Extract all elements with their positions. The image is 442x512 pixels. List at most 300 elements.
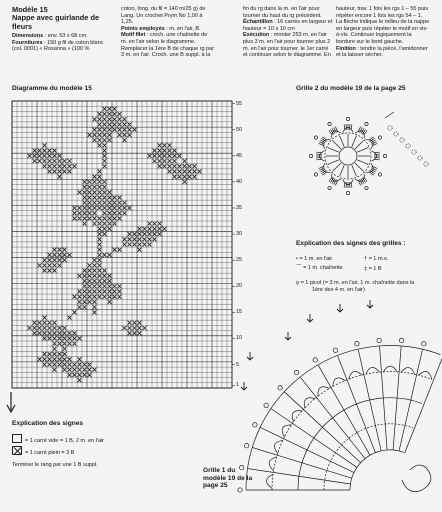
- filled-cell-mark: [88, 190, 92, 194]
- filled-cell-mark: [118, 211, 122, 215]
- filled-cell-mark: [93, 263, 97, 267]
- filled-cell-mark: [173, 154, 177, 158]
- filled-cell-mark: [53, 263, 57, 267]
- filled-cell-mark: [58, 175, 62, 179]
- filled-cell-mark: [108, 122, 112, 126]
- spoke-stitch: [340, 136, 345, 147]
- filled-cell-mark: [43, 321, 47, 325]
- filled-cell-mark: [153, 154, 157, 158]
- filled-cell-mark: [43, 159, 47, 163]
- picot-loop: [333, 348, 337, 352]
- grid-sign-picot-row: ϙ = 1 picot (= 3 m. en l'air, 1 m. chaînette dans la: [296, 280, 415, 286]
- fan-arc: [350, 450, 404, 490]
- filled-cell-mark: [113, 196, 117, 200]
- filled-cell-mark: [123, 211, 127, 215]
- signs-title: Explication des signes: [12, 420, 84, 427]
- filled-cell-mark: [83, 363, 87, 367]
- filled-cell-mark: [28, 326, 32, 330]
- filled-cell-mark: [38, 154, 42, 158]
- picot-loop: [314, 136, 317, 139]
- filled-cell-mark: [73, 373, 77, 377]
- filled-cell-mark: [98, 117, 102, 121]
- filled-cell-mark: [68, 316, 72, 320]
- filled-cell-mark: [73, 216, 77, 220]
- filled-cell-mark: [43, 258, 47, 262]
- filled-cell-mark: [48, 169, 52, 173]
- filled-cell-mark: [83, 300, 87, 304]
- grid-sign-sc-row: † = 1 m.s.: [364, 256, 389, 262]
- picot-loop: [328, 186, 331, 189]
- filled-cell-mark: [53, 357, 57, 361]
- fan-arc: [298, 398, 422, 490]
- filled-cell-mark: [138, 321, 142, 325]
- filled-cell-mark: [83, 279, 87, 283]
- filled-cell-mark: [63, 363, 67, 367]
- filled-cell-mark: [178, 164, 182, 168]
- filled-cell-mark: [108, 190, 112, 194]
- filled-cell-mark: [28, 154, 32, 158]
- filled-cell-mark: [68, 164, 72, 168]
- filled-cell-mark: [118, 128, 122, 132]
- filled-cell-mark: [128, 242, 132, 246]
- fan-spoke: [248, 469, 351, 485]
- filled-cell-mark: [83, 180, 87, 184]
- filled-cell-mark: [33, 149, 37, 153]
- filled-cell-mark: [63, 342, 67, 346]
- filled-cell-mark: [98, 248, 102, 252]
- filled-cell-mark: [98, 274, 102, 278]
- filled-cell-mark: [83, 216, 87, 220]
- spoke-stitch: [328, 160, 339, 165]
- filled-cell-mark: [168, 159, 172, 163]
- picot-loop: [377, 338, 381, 342]
- filled-cell-mark: [53, 336, 57, 340]
- filled-cell-mark: [138, 237, 142, 241]
- filled-cell-mark: [138, 227, 142, 231]
- filled-cell-mark: [38, 326, 42, 330]
- filled-cell-mark: [53, 331, 57, 335]
- filled-cell-mark: [143, 232, 147, 236]
- filled-cell-mark: [93, 211, 97, 215]
- arrow-icon: [247, 352, 253, 360]
- filled-cell-mark: [118, 206, 122, 210]
- filled-cell-mark: [153, 149, 157, 153]
- spoke-stitch: [340, 165, 345, 176]
- filled-cell-mark: [93, 222, 97, 226]
- filled-cell-mark: [123, 242, 127, 246]
- fan-spoke: [405, 356, 442, 453]
- filled-cell-mark: [83, 295, 87, 299]
- tail-loop: [394, 132, 398, 136]
- filled-cell-mark: [98, 122, 102, 126]
- filled-cell-mark: [68, 342, 72, 346]
- empty-square-icon: [12, 434, 22, 443]
- filled-cell-mark: [103, 269, 107, 273]
- filled-cell-mark: [98, 258, 102, 262]
- filled-cell-mark: [173, 149, 177, 153]
- filled-cell-mark: [58, 164, 62, 168]
- arrow-icon: [307, 314, 313, 322]
- filled-cell-mark: [93, 289, 97, 293]
- filled-cell-mark: [73, 363, 77, 367]
- scallop: [418, 372, 432, 380]
- filled-cell-mark: [38, 149, 42, 153]
- filled-cell-mark: [113, 112, 117, 116]
- row-number-label: 35: [236, 204, 243, 211]
- filled-cell-mark: [68, 169, 72, 173]
- filled-cell-mark: [138, 248, 142, 252]
- filled-cell-mark: [163, 164, 167, 168]
- filled-cell-mark: [143, 242, 147, 246]
- finishing-text-block: hauteur, trav. 1 fois les rgs 1 – 55 puis répéter encore 1 fois les rgs 54 – 1. La flèche indique le milieu de la nappe en largeur puis répéter le motif en vis- à-vis. Continuer logiquement la bordure sur le bord gauche. Finition : tendre la pièce, l'amidonner et la laisser sécher.: [336, 6, 430, 59]
- filled-cell-mark: [108, 227, 112, 231]
- filled-cell-mark: [93, 138, 97, 142]
- filled-cell-mark: [103, 107, 107, 111]
- picot-loop: [422, 342, 426, 346]
- filled-cell-mark: [168, 149, 172, 153]
- tail-loop: [406, 144, 410, 148]
- filled-cell-mark: [98, 295, 102, 299]
- filled-cell-mark: [73, 368, 77, 372]
- center-spiral: [402, 465, 431, 492]
- filled-cell-mark: [158, 159, 162, 163]
- picot-loop: [399, 338, 403, 342]
- filled-cell-mark: [73, 310, 77, 314]
- row-number-label: 30: [236, 231, 243, 238]
- cross-square-icon: [12, 446, 22, 455]
- filled-cell-mark: [163, 143, 167, 147]
- filled-cell-mark: [93, 284, 97, 288]
- filled-cell-mark: [118, 248, 122, 252]
- filled-cell-mark: [93, 305, 97, 309]
- filled-cell-mark: [103, 122, 107, 126]
- spoke-stitch: [355, 163, 363, 171]
- filled-cell-mark: [48, 263, 52, 267]
- filled-cell-mark: [33, 154, 37, 158]
- filled-cell-mark: [48, 363, 52, 367]
- row-number-label: 15: [236, 309, 243, 316]
- filled-cell-mark: [48, 149, 52, 153]
- fan-spoke: [338, 356, 376, 453]
- picot-loop: [244, 444, 248, 448]
- filled-cell-mark: [88, 363, 92, 367]
- filled-cell-mark: [103, 117, 107, 121]
- row-number-label: 5: [236, 361, 240, 368]
- filled-cell-mark: [93, 300, 97, 304]
- filled-cell-mark: [108, 107, 112, 111]
- filled-cell-mark: [93, 274, 97, 278]
- filled-cell-mark: [158, 222, 162, 226]
- filled-cell-mark: [88, 289, 92, 293]
- filled-cell-mark: [118, 122, 122, 126]
- center-arrow-icon: [6, 392, 16, 414]
- picot-loop: [378, 136, 381, 139]
- filled-cell-mark: [108, 222, 112, 226]
- filled-cell-mark: [88, 269, 92, 273]
- filled-cell-mark: [98, 169, 102, 173]
- row-number-label: 25: [236, 257, 243, 264]
- filled-cell-mark: [43, 363, 47, 367]
- filled-cell-mark: [148, 222, 152, 226]
- fan-spoke: [399, 350, 422, 451]
- filled-cell-mark: [58, 363, 62, 367]
- filled-cell-mark: [88, 211, 92, 215]
- tail-loop: [388, 126, 392, 130]
- filled-cell-mark: [73, 342, 77, 346]
- filled-cell-mark: [93, 175, 97, 179]
- filled-cell-mark: [48, 321, 52, 325]
- filled-cell-mark: [43, 154, 47, 158]
- fan-stitch: [374, 152, 380, 153]
- filled-cell-mark: [103, 190, 107, 194]
- filled-cell-mark: [78, 378, 82, 382]
- filled-cell-mark: [38, 159, 42, 163]
- picot-loop: [378, 173, 381, 176]
- picot-loop: [346, 191, 349, 194]
- filled-cell-mark: [158, 227, 162, 231]
- filled-cell-mark: [98, 222, 102, 226]
- filled-cell-mark: [128, 128, 132, 132]
- filled-cell-mark: [68, 159, 72, 163]
- filled-cell-mark: [58, 169, 62, 173]
- filled-cell-mark: [98, 227, 102, 231]
- filled-cell-mark: [53, 368, 57, 372]
- filled-cell-mark: [98, 269, 102, 273]
- filled-cell-mark: [178, 169, 182, 173]
- filled-cell-mark: [43, 316, 47, 320]
- filled-cell-mark: [103, 227, 107, 231]
- filled-cell-mark: [138, 326, 142, 330]
- filled-cell-mark: [103, 133, 107, 137]
- filled-cell-mark: [53, 258, 57, 262]
- filled-cell-mark: [88, 368, 92, 372]
- filled-cell-mark: [108, 211, 112, 215]
- filled-cell-mark: [68, 373, 72, 377]
- filled-cell-mark: [93, 128, 97, 132]
- model-title: Modèle 15: [12, 5, 48, 14]
- filled-cell-mark: [123, 138, 127, 142]
- fan-arc: [324, 424, 413, 490]
- spoke-stitch: [352, 136, 357, 147]
- center-ring: [339, 147, 357, 165]
- filled-cell-mark: [118, 295, 122, 299]
- filled-cell-mark: [103, 112, 107, 116]
- filled-cell-mark: [48, 336, 52, 340]
- spoke-stitch: [352, 165, 357, 176]
- filled-cell-mark: [103, 128, 107, 132]
- picot-loop: [314, 173, 317, 176]
- filled-cell-mark: [108, 253, 112, 257]
- filled-cell-mark: [153, 222, 157, 226]
- filled-cell-mark: [63, 248, 67, 252]
- filled-cell-mark: [98, 185, 102, 189]
- filled-cell-mark: [158, 149, 162, 153]
- filled-cell-mark: [53, 363, 57, 367]
- filled-cell-mark: [98, 138, 102, 142]
- filled-cell-mark: [53, 149, 57, 153]
- filled-cell-mark: [33, 159, 37, 163]
- filled-cell-mark: [198, 169, 202, 173]
- filled-cell-mark: [153, 227, 157, 231]
- chain-dot-icon: •: [296, 256, 298, 262]
- diagram-title: Diagramme du modèle 15: [12, 85, 92, 92]
- filled-cell-mark: [58, 263, 62, 267]
- filled-cell-mark: [173, 159, 177, 163]
- filled-cell-mark: [63, 159, 67, 163]
- filled-cell-mark: [108, 216, 112, 220]
- filled-cell-mark: [113, 206, 117, 210]
- tail-loop: [400, 138, 404, 142]
- filled-cell-mark: [98, 237, 102, 241]
- filled-cell-mark: [53, 154, 57, 158]
- filled-cell-mark: [98, 232, 102, 236]
- filled-cell-mark: [63, 347, 67, 351]
- filled-cell-mark: [118, 133, 122, 137]
- filled-cell-mark: [113, 201, 117, 205]
- picot-loop: [278, 386, 282, 390]
- filled-cell-mark: [108, 128, 112, 132]
- filled-cell-mark: [43, 357, 47, 361]
- filled-cell-mark: [128, 232, 132, 236]
- filled-cell-mark: [168, 164, 172, 168]
- filled-cell-mark: [38, 331, 42, 335]
- filled-cell-mark: [173, 169, 177, 173]
- filled-cell-mark: [33, 321, 37, 325]
- filled-cell-mark: [88, 295, 92, 299]
- filled-cell-mark: [108, 279, 112, 283]
- filled-cell-mark: [53, 326, 57, 330]
- picot-loop: [328, 122, 331, 125]
- grid-sign-chain-row: • = 1 m. en l'air: [296, 256, 333, 262]
- filled-cell-mark: [38, 357, 42, 361]
- filled-cell-mark: [83, 274, 87, 278]
- filled-cell-mark: [128, 237, 132, 241]
- filled-cell-mark: [123, 133, 127, 137]
- filled-cell-mark: [113, 289, 117, 293]
- filled-cell-mark: [133, 237, 137, 241]
- filled-cell-mark: [108, 117, 112, 121]
- filled-cell-mark: [128, 331, 132, 335]
- filled-cell-mark: [93, 258, 97, 262]
- filled-cell-mark: [83, 373, 87, 377]
- filled-cell-mark: [93, 206, 97, 210]
- picot-loop: [309, 154, 312, 157]
- filled-cell-mark: [138, 331, 142, 335]
- grid-signs-title: Explication des signes des grilles :: [296, 240, 406, 247]
- filled-cell-mark: [178, 175, 182, 179]
- slip-arc-icon: ⌒: [296, 265, 302, 271]
- filled-cell-mark: [93, 279, 97, 283]
- filled-cell-mark: [88, 196, 92, 200]
- filled-cell-mark: [148, 232, 152, 236]
- filled-cell-mark: [113, 128, 117, 132]
- tail-loop: [424, 162, 428, 166]
- filled-cell-mark: [188, 175, 192, 179]
- filled-cell-mark: [68, 368, 72, 372]
- filled-cell-mark: [103, 295, 107, 299]
- filled-cell-mark: [68, 253, 72, 257]
- row-number-label: 20: [236, 283, 243, 290]
- filled-cell-mark: [163, 154, 167, 158]
- filled-cell-mark: [103, 222, 107, 226]
- picot-loop: [365, 186, 368, 189]
- filled-cell-mark: [103, 196, 107, 200]
- fan-stitch: [351, 124, 352, 130]
- filled-cell-mark: [178, 154, 182, 158]
- picot-loop: [264, 403, 268, 407]
- scallop: [269, 457, 277, 471]
- filled-cell-mark: [98, 263, 102, 267]
- filled-cell-mark: [113, 122, 117, 126]
- filled-cell-mark: [73, 331, 77, 335]
- filled-cell-mark: [48, 154, 52, 158]
- filled-cell-mark: [88, 206, 92, 210]
- fan-spoke: [260, 427, 354, 472]
- filled-cell-mark: [88, 274, 92, 278]
- filled-cell-mark: [98, 143, 102, 147]
- fan-spoke: [300, 377, 365, 458]
- spoke-stitch: [357, 160, 368, 165]
- filled-cell-mark: [88, 279, 92, 283]
- filled-cell-mark: [93, 201, 97, 205]
- filled-cell-mark: [88, 216, 92, 220]
- row-number-label: 1: [236, 382, 240, 389]
- filled-cell-mark: [93, 310, 97, 314]
- filled-cell-mark: [108, 133, 112, 137]
- filled-cell-mark: [153, 237, 157, 241]
- filled-cell-mark: [48, 253, 52, 257]
- filled-cell-mark: [118, 289, 122, 293]
- filled-cell-mark: [138, 242, 142, 246]
- filled-cell-mark: [103, 253, 107, 257]
- filled-cell-mark: [48, 352, 52, 356]
- filled-cell-mark: [103, 201, 107, 205]
- filled-cell-mark: [148, 242, 152, 246]
- filled-cell-mark: [118, 196, 122, 200]
- filled-cell-mark: [118, 216, 122, 220]
- filled-cell-mark: [168, 169, 172, 173]
- filled-cell-mark: [68, 336, 72, 340]
- filled-cell-mark: [103, 164, 107, 168]
- filled-cell-mark: [118, 201, 122, 205]
- filled-cell-mark: [43, 352, 47, 356]
- filled-cell-mark: [53, 347, 57, 351]
- filled-cell-mark: [113, 295, 117, 299]
- filled-cell-mark: [108, 138, 112, 142]
- filled-cell-mark: [98, 190, 102, 194]
- filled-cell-mark: [128, 133, 132, 137]
- filled-cell-mark: [68, 363, 72, 367]
- filled-cell-mark: [128, 206, 132, 210]
- filled-cell-mark: [168, 154, 172, 158]
- filled-cell-mark: [148, 227, 152, 231]
- filled-cell-mark: [98, 253, 102, 257]
- filled-cell-mark: [78, 300, 82, 304]
- filled-cell-mark: [93, 180, 97, 184]
- filled-cell-mark: [88, 180, 92, 184]
- filled-cell-mark: [93, 216, 97, 220]
- filled-cell-mark: [83, 305, 87, 309]
- grid-sign-picot-row-2: 1ère des 4 m. en l'air): [312, 287, 365, 293]
- filled-cell-mark: [153, 159, 157, 163]
- filled-cell-mark: [98, 133, 102, 137]
- filled-cell-mark: [83, 368, 87, 372]
- filled-cell-mark: [48, 269, 52, 273]
- grid-sign-dc-row: ‡ = 1 B: [364, 266, 382, 272]
- filled-cell-mark: [98, 206, 102, 210]
- filled-cell-mark: [108, 206, 112, 210]
- filled-cell-mark: [98, 175, 102, 179]
